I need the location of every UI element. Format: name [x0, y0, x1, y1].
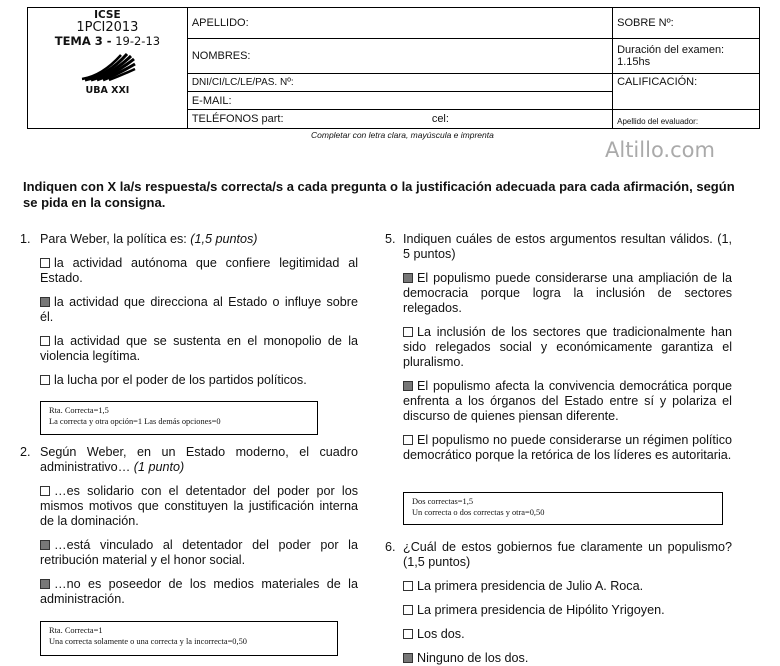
checkbox-icon[interactable] — [403, 629, 413, 639]
question-prompt: ¿Cuál de estos gobiernos fue claramente un populismo? (1,5 puntos) — [403, 540, 732, 569]
answer-line: Rta. Correcta=1,5 — [49, 406, 109, 415]
q6-option-3[interactable]: Los dos. — [403, 627, 732, 642]
checkbox-checked-icon[interactable] — [403, 653, 413, 663]
q2-answer-box — [40, 621, 338, 656]
course-code: 1PCI2013 — [76, 20, 139, 35]
q1-option-1[interactable]: la actividad autónoma que confiere legitimidad al Estado. — [40, 256, 358, 285]
q2-option-1[interactable]: …es solidario con el detentador del poder por los mismos motivos que constituyen la justificación interna de la dominación. — [40, 484, 358, 528]
question-1 — [20, 232, 358, 388]
question-prompt: Según Weber, en un Estado moderno, el cuadro administrativo… (1 punto) — [40, 445, 358, 474]
question-5 — [385, 232, 732, 463]
apellido-field[interactable]: APELLIDO: — [187, 8, 612, 39]
checkbox-checked-icon[interactable] — [40, 579, 50, 589]
question-number: 1. — [20, 232, 31, 246]
checkbox-checked-icon[interactable] — [403, 273, 413, 283]
telefonos-label: TELÉFONOS part: — [191, 113, 284, 125]
icse-label: ICSE — [94, 9, 121, 21]
q5-option-4[interactable]: El populismo no puede considerarse un régimen político democrático porque la retórica de los líderes es autoritaria. — [403, 433, 732, 462]
answer-line: Un correcta o dos correctas y otra=0,50 — [412, 507, 545, 517]
duracion-text: Duración del examen: 1.15hs — [613, 39, 760, 74]
checkbox-icon[interactable] — [403, 327, 413, 337]
calificacion-field[interactable]: CALIFICACIÓN: — [613, 74, 760, 110]
dni-field[interactable]: DNI/CI/LC/LE/PAS. Nº: — [187, 74, 612, 92]
checkbox-icon[interactable] — [403, 581, 413, 591]
exam-date: 19-2-13 — [115, 34, 161, 48]
question-number: 2. — [20, 445, 31, 459]
checkbox-icon[interactable] — [40, 486, 50, 496]
answer-line: Dos correctas=1,5 — [412, 497, 474, 506]
checkbox-checked-icon[interactable] — [403, 381, 413, 391]
question-number: 6. — [385, 540, 396, 554]
q1-answer-box — [40, 401, 318, 435]
checkbox-icon[interactable] — [40, 336, 50, 346]
checkbox-icon[interactable] — [40, 375, 50, 385]
q6-option-1[interactable]: La primera presidencia de Julio A. Roca. — [403, 579, 732, 594]
q6-option-2[interactable]: La primera presidencia de Hipólito Yrigoyen. — [403, 603, 732, 618]
question-prompt: Para Weber, la política es: (1,5 puntos) — [40, 232, 258, 246]
sobre-field[interactable]: SOBRE Nº: — [613, 8, 760, 39]
q5-answer-box — [403, 492, 723, 525]
question-points: (1,5 puntos) — [190, 232, 258, 246]
q5-option-3[interactable]: El populismo afecta la convivencia democrática porque enfrenta a los órganos del Estado entre sí y polariza el discurso de quienes piensan diferente. — [403, 379, 732, 423]
q6-option-4[interactable]: Ninguno de los dos. — [403, 651, 732, 666]
q1-option-3[interactable]: la actividad que se sustenta en el monopolio de la violencia legítima. — [40, 334, 358, 363]
question-2 — [20, 445, 358, 607]
watermark: Altillo.com — [605, 138, 715, 162]
q1-option-2[interactable]: la actividad que direcciona al Estado o influye sobre él. — [40, 295, 358, 324]
q2-option-3[interactable]: …no es poseedor de los medios materiales de la administración. — [40, 577, 358, 606]
checkbox-checked-icon[interactable] — [40, 297, 50, 307]
cel-label: cel: — [431, 113, 449, 125]
checkbox-icon[interactable] — [403, 605, 413, 615]
answer-line: La correcta y otra opción=1 Las demás opciones=0 — [49, 416, 221, 426]
fill-instruction: Completar con letra clara, mayúscula e imprenta — [311, 130, 494, 140]
logo-cell — [28, 8, 188, 129]
q1-option-4[interactable]: la lucha por el poder de los partidos políticos. — [40, 373, 358, 388]
q2-option-2[interactable]: …está vinculado al detentador del poder por la retribución material y el honor social. — [40, 538, 358, 567]
checkbox-icon[interactable] — [40, 258, 50, 268]
evaluador-field[interactable]: Apellido del evaluador: — [613, 110, 760, 129]
q5-option-2[interactable]: La inclusión de los sectores que tradicionalmente han sido relegados social y económicamente garantiza el pluralismo. — [403, 325, 732, 369]
question-number: 5. — [385, 232, 396, 246]
uba-logo-icon — [77, 50, 137, 82]
q5-option-1[interactable]: El populismo puede considerarse una ampliación de la democracia porque logra la inclusión de sectores relegados. — [403, 271, 732, 315]
question-prompt: Indiquen cuáles de estos argumentos resultan válidos. (1, 5 puntos) — [403, 232, 732, 261]
answer-line: Una correcta solamente o una correcta y la incorrecta=0,50 — [49, 636, 247, 646]
email-field[interactable]: E-MAIL: — [187, 92, 612, 110]
question-points: (1 punto) — [133, 460, 185, 474]
checkbox-checked-icon[interactable] — [40, 540, 50, 550]
uba-logo-text: UBA XXI — [85, 85, 130, 96]
question-6 — [385, 540, 732, 666]
tema-label: TEMA 3 - — [54, 34, 112, 48]
exam-instruction: Indiquen con X la/s respuesta/s correcta/s a cada pregunta o la justificación adecuada para cada afirmación, según se pida en la consigna. — [23, 179, 735, 210]
checkbox-icon[interactable] — [403, 435, 413, 445]
telefonos-field[interactable] — [187, 110, 612, 129]
answer-line: Rta. Correcta=1 — [49, 626, 103, 635]
exam-header-table — [27, 7, 760, 129]
nombres-field[interactable]: NOMBRES: — [187, 39, 612, 74]
